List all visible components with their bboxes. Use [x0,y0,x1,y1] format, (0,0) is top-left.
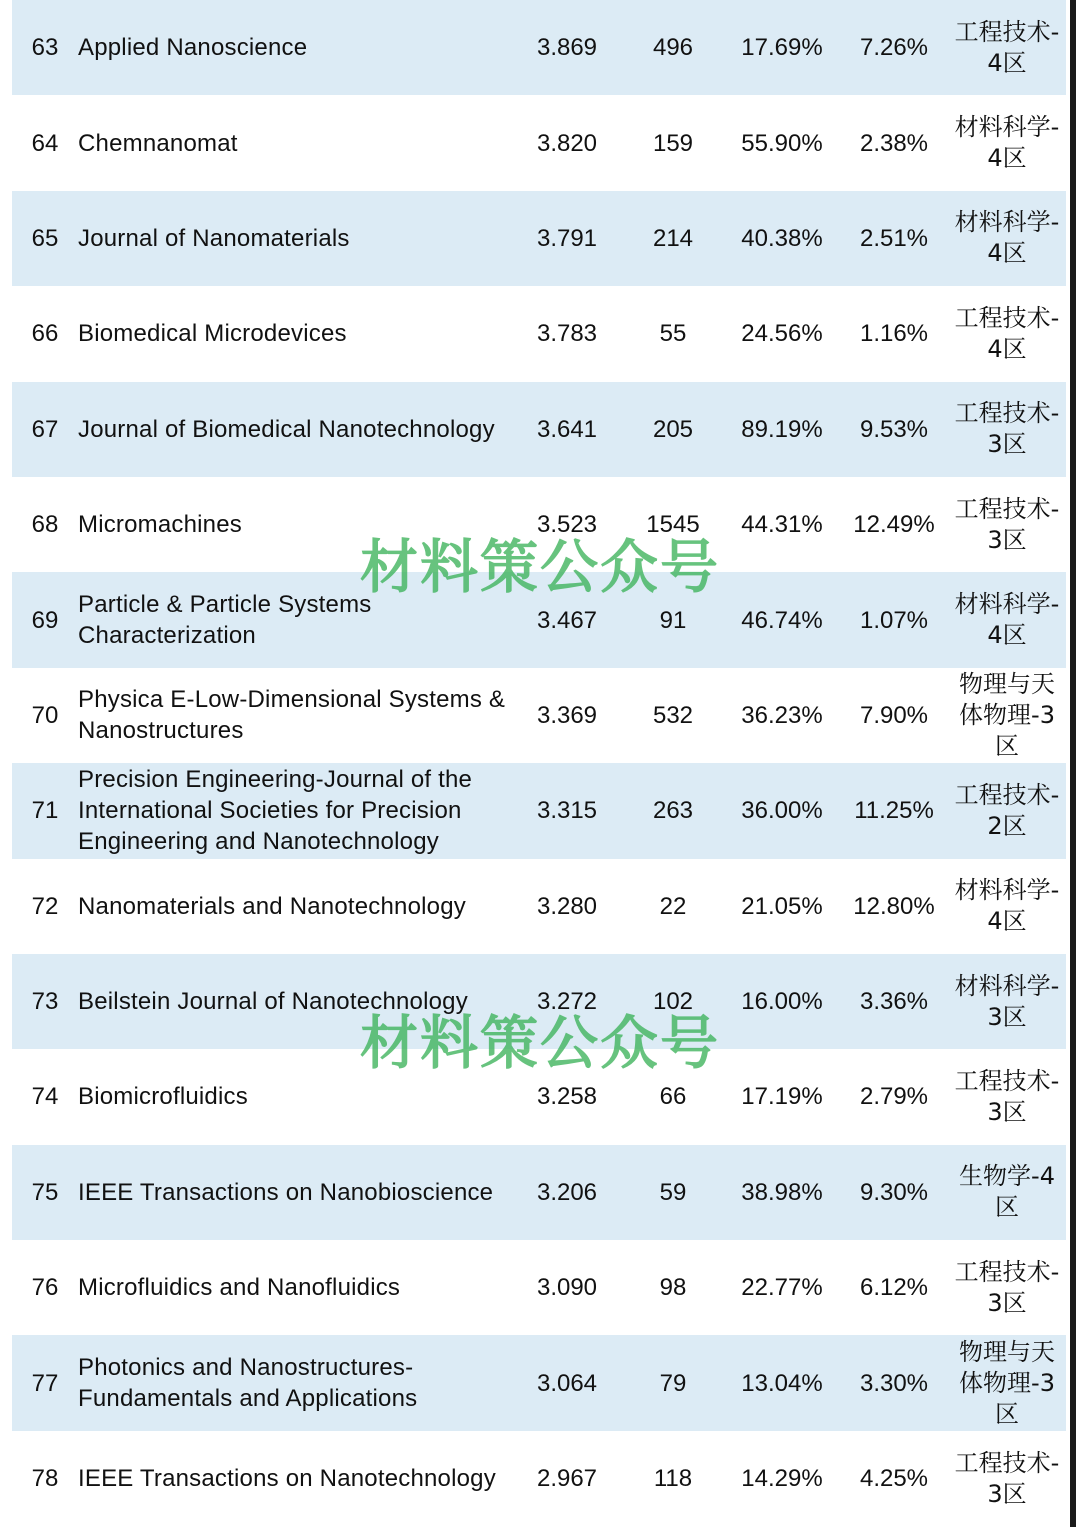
count-cell: 55 [622,286,724,381]
percent-a-cell: 36.23% [724,668,840,763]
zone-cell: 物理与天体物理-3区 [948,1335,1066,1430]
journal-name-cell: Journal of Nanomaterials [78,191,512,286]
impact-factor-cell: 3.869 [512,0,622,95]
percent-b-cell: 9.30% [840,1145,948,1240]
rank-cell: 77 [12,1335,78,1430]
table-row [12,572,1066,667]
zone-cell: 材料科学-4区 [948,95,1066,190]
zone-cell: 生物学-4区 [948,1145,1066,1240]
percent-a-cell: 14.29% [724,1431,840,1526]
table-row [12,477,1066,572]
count-cell: 102 [622,954,724,1049]
zone-cell: 工程技术-2区 [948,763,1066,858]
percent-b-cell: 2.79% [840,1049,948,1144]
percent-b-cell: 4.25% [840,1431,948,1526]
rank-cell: 78 [12,1431,78,1526]
percent-b-cell: 12.49% [840,477,948,572]
rank-cell: 67 [12,382,78,477]
percent-b-cell: 7.90% [840,668,948,763]
percent-a-cell: 17.19% [724,1049,840,1144]
rank-cell: 63 [12,0,78,95]
rank-cell: 64 [12,95,78,190]
percent-a-cell: 16.00% [724,954,840,1049]
table-row [12,1335,1066,1430]
journal-name-cell: Particle & Particle Systems Characterization [78,572,512,667]
count-cell: 205 [622,382,724,477]
zone-cell: 工程技术-3区 [948,1049,1066,1144]
impact-factor-cell: 3.272 [512,954,622,1049]
journal-name-cell: Nanomaterials and Nanotechnology [78,859,512,954]
percent-a-cell: 36.00% [724,763,840,858]
journal-table-body [12,0,1066,1526]
table-row [12,859,1066,954]
watermark: 材料策公众号 [359,1009,720,1077]
journal-name-cell: Precision Engineering-Journal of the International Societies for Precision Engineering and Nanotechnology [78,763,512,858]
count-cell: 98 [622,1240,724,1335]
zone-cell: 工程技术-4区 [948,0,1066,95]
percent-a-cell: 22.77% [724,1240,840,1335]
rank-cell: 68 [12,477,78,572]
percent-a-cell: 44.31% [724,477,840,572]
count-cell: 59 [622,1145,724,1240]
impact-factor-cell: 3.369 [512,668,622,763]
table-row [12,1049,1066,1144]
zone-cell: 工程技术-4区 [948,286,1066,381]
impact-factor-cell: 3.783 [512,286,622,381]
table-row [12,1240,1066,1335]
percent-a-cell: 17.69% [724,0,840,95]
percent-b-cell: 6.12% [840,1240,948,1335]
zone-cell: 工程技术-3区 [948,477,1066,572]
right-border-line [1070,0,1076,1527]
rank-cell: 75 [12,1145,78,1240]
impact-factor-cell: 3.791 [512,191,622,286]
table-row [12,0,1066,95]
journal-name-cell: Applied Nanoscience [78,0,512,95]
percent-b-cell: 1.16% [840,286,948,381]
percent-a-cell: 55.90% [724,95,840,190]
journal-name-cell: Micromachines [78,477,512,572]
percent-a-cell: 46.74% [724,572,840,667]
impact-factor-cell: 3.206 [512,1145,622,1240]
count-cell: 79 [622,1335,724,1430]
journal-name-cell: IEEE Transactions on Nanotechnology [78,1431,512,1526]
percent-b-cell: 2.38% [840,95,948,190]
journal-name-cell: IEEE Transactions on Nanobioscience [78,1145,512,1240]
table-row [12,1431,1066,1526]
impact-factor-cell: 3.090 [512,1240,622,1335]
zone-cell: 材料科学-4区 [948,191,1066,286]
count-cell: 532 [622,668,724,763]
journal-name-cell: Chemnanomat [78,95,512,190]
zone-cell: 工程技术-3区 [948,382,1066,477]
table-row [12,668,1066,763]
rank-cell: 74 [12,1049,78,1144]
count-cell: 214 [622,191,724,286]
count-cell: 91 [622,572,724,667]
rank-cell: 66 [12,286,78,381]
table-row [12,95,1066,190]
zone-cell: 材料科学-4区 [948,572,1066,667]
impact-factor-cell: 2.967 [512,1431,622,1526]
table-row [12,954,1066,1049]
journal-table [12,0,1066,1526]
rank-cell: 73 [12,954,78,1049]
impact-factor-cell: 3.820 [512,95,622,190]
zone-cell: 材料科学-3区 [948,954,1066,1049]
zone-cell: 材料科学-4区 [948,859,1066,954]
journal-name-cell: Microfluidics and Nanofluidics [78,1240,512,1335]
rank-cell: 71 [12,763,78,858]
count-cell: 66 [622,1049,724,1144]
count-cell: 263 [622,763,724,858]
impact-factor-cell: 3.467 [512,572,622,667]
percent-b-cell: 12.80% [840,859,948,954]
zone-cell: 工程技术-3区 [948,1240,1066,1335]
rank-cell: 72 [12,859,78,954]
watermark: 材料策公众号 [359,533,720,601]
count-cell: 1545 [622,477,724,572]
impact-factor-cell: 3.258 [512,1049,622,1144]
impact-factor-cell: 3.523 [512,477,622,572]
journal-name-cell: Biomicrofluidics [78,1049,512,1144]
impact-factor-cell: 3.315 [512,763,622,858]
percent-b-cell: 9.53% [840,382,948,477]
count-cell: 22 [622,859,724,954]
percent-a-cell: 89.19% [724,382,840,477]
percent-b-cell: 3.36% [840,954,948,1049]
impact-factor-cell: 3.280 [512,859,622,954]
percent-b-cell: 1.07% [840,572,948,667]
zone-cell: 工程技术-3区 [948,1431,1066,1526]
rank-cell: 76 [12,1240,78,1335]
rank-cell: 70 [12,668,78,763]
journal-name-cell: Photonics and Nanostructures-Fundamentals and Applications [78,1335,512,1430]
table-row [12,763,1066,858]
count-cell: 496 [622,0,724,95]
impact-factor-cell: 3.064 [512,1335,622,1430]
table-row [12,1145,1066,1240]
journal-name-cell: Beilstein Journal of Nanotechnology [78,954,512,1049]
rank-cell: 69 [12,572,78,667]
impact-factor-cell: 3.641 [512,382,622,477]
percent-a-cell: 21.05% [724,859,840,954]
percent-b-cell: 7.26% [840,0,948,95]
percent-a-cell: 13.04% [724,1335,840,1430]
percent-a-cell: 24.56% [724,286,840,381]
percent-b-cell: 11.25% [840,763,948,858]
percent-a-cell: 40.38% [724,191,840,286]
journal-name-cell: Biomedical Microdevices [78,286,512,381]
rank-cell: 65 [12,191,78,286]
zone-cell: 物理与天体物理-3区 [948,668,1066,763]
percent-b-cell: 3.30% [840,1335,948,1430]
percent-b-cell: 2.51% [840,191,948,286]
table-row [12,382,1066,477]
percent-a-cell: 38.98% [724,1145,840,1240]
table-row [12,286,1066,381]
journal-name-cell: Physica E-Low-Dimensional Systems & Nanostructures [78,668,512,763]
count-cell: 159 [622,95,724,190]
table-row [12,191,1066,286]
journal-name-cell: Journal of Biomedical Nanotechnology [78,382,512,477]
count-cell: 118 [622,1431,724,1526]
